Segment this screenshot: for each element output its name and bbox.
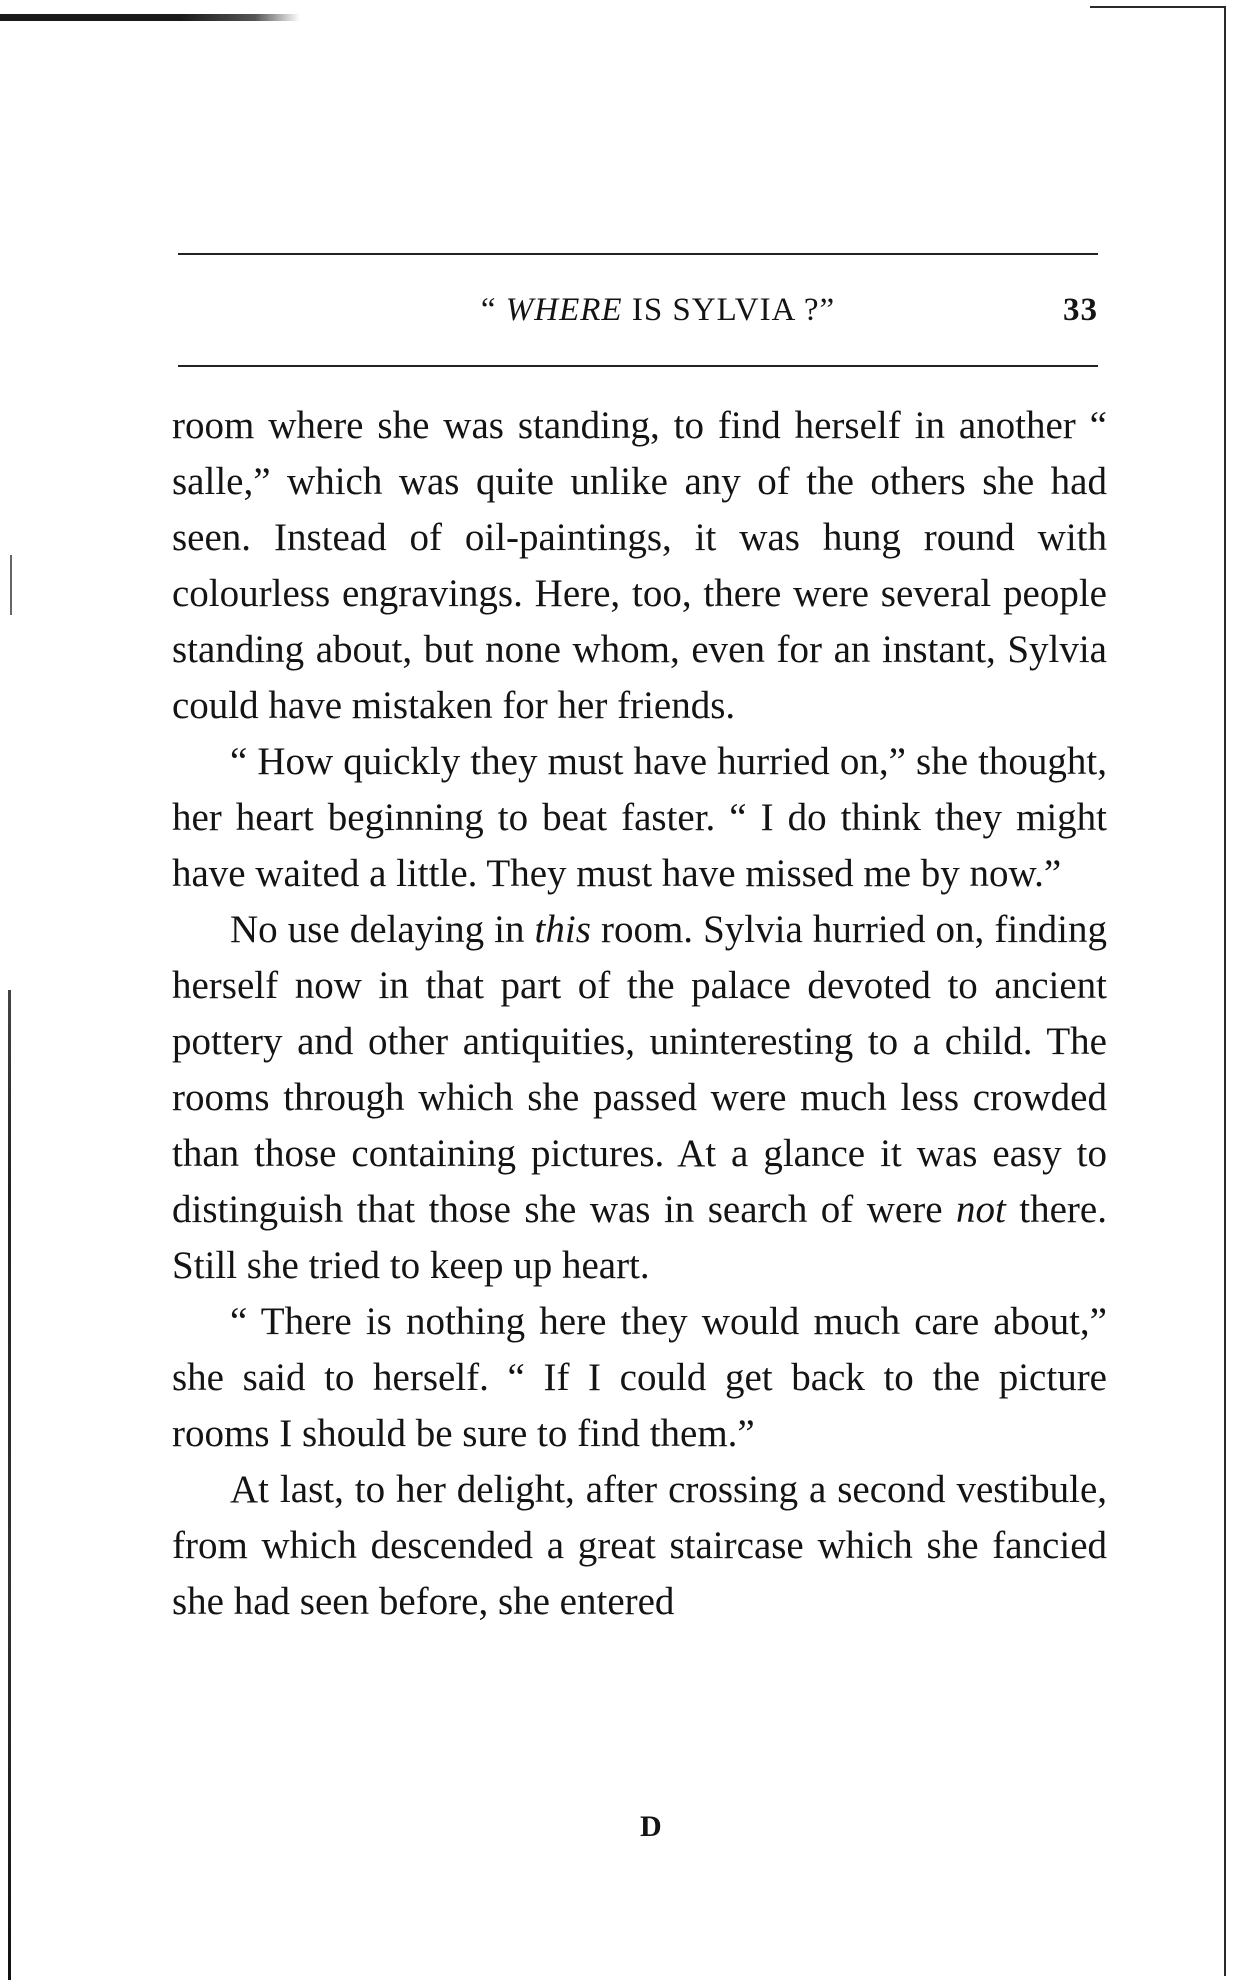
body-text (172, 398, 1107, 1630)
scan-edge-right (1224, 6, 1226, 1976)
header-rule-top (178, 253, 1098, 255)
paragraph-3: No use delaying in this room. Sylvia hurried on, finding herself now in that part of the palace devoted to ancient pottery and other antiquities, uninteresting to a child. The rooms through which she passed were much less crowded than those containing pictures. At a glance it was easy to distinguish that those she was in search of were not there. Still she tried to keep up heart. (172, 908, 1107, 1287)
scan-edge-left (8, 990, 11, 1980)
scan-edge-top-right (1090, 6, 1226, 8)
running-title: “ WHERE IS SYLVIA ?” (480, 292, 836, 328)
paragraph-1: room where she was standing, to find herself in another “ salle,” which was quite unlike any of the others she had seen. Instead of oil-paintings, it was hung round with colourless engravings. Here, too, there were several people standing about, but none whom, even for an instant, Sylvia could have mistaken for her friends. (172, 404, 1107, 727)
signature-mark: D (640, 1810, 662, 1843)
scan-artifact-left (10, 555, 12, 615)
page-number: 33 (1063, 292, 1098, 328)
header-rule-bottom (178, 365, 1098, 367)
paragraph-4: “ There is nothing here they would much care about,” she said to herself. “ If I could get back to the picture rooms I should be sure to find them.” (172, 1300, 1107, 1455)
running-head (178, 292, 1098, 342)
scan-artifact-top (0, 14, 300, 21)
paragraph-2: “ How quickly they must have hurried on,” she thought, her heart beginning to beat faster. “ I do think they might have waited a little. They must have missed me by now.” (172, 740, 1107, 895)
paragraph-5: At last, to her delight, after crossing a second vestibule, from which descended a great staircase which she fancied she had seen before, she entered (172, 1468, 1107, 1623)
